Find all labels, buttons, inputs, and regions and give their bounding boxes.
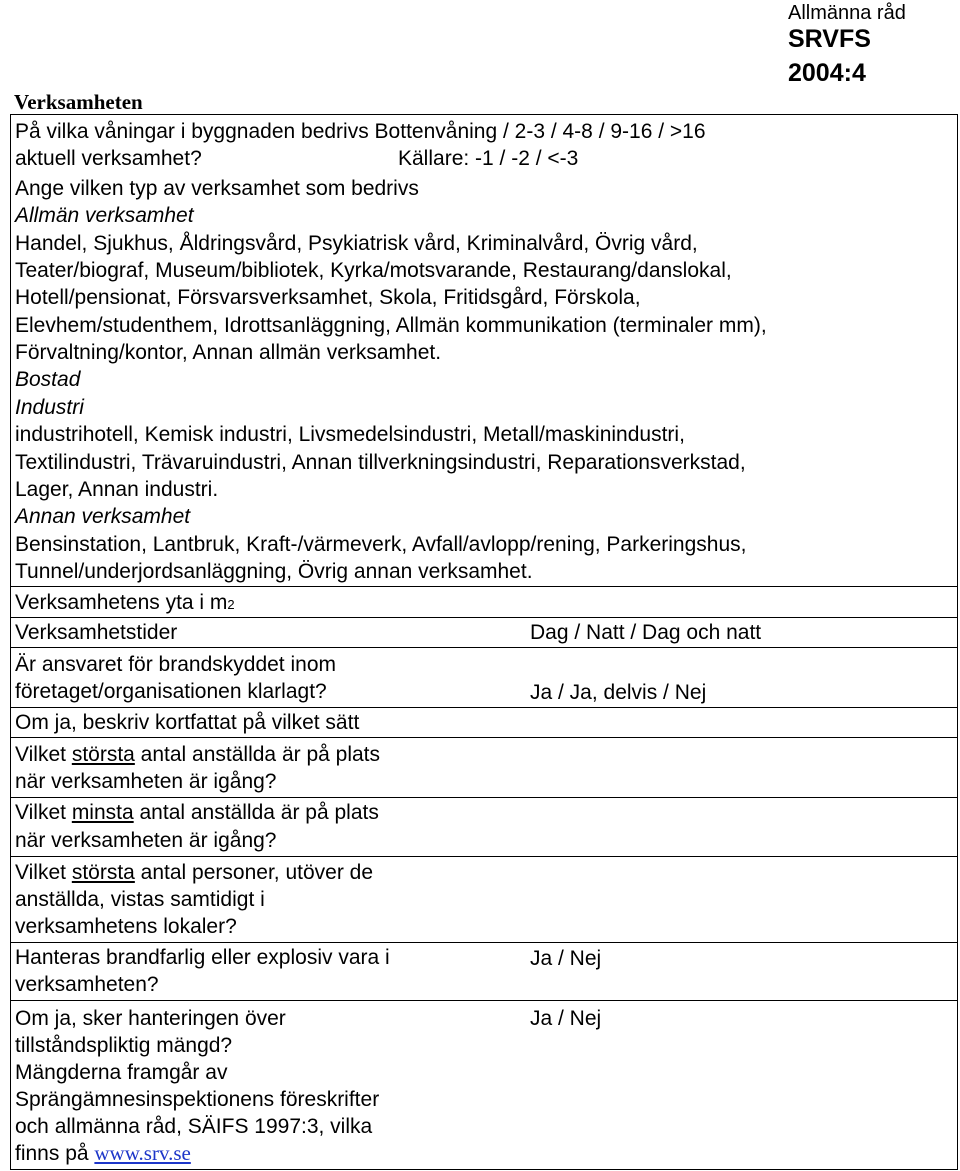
header-series: SRVFS — [788, 25, 871, 53]
floors-question-line1: På vilka våningar i byggnaden bedrivs Bottenvåning / 2-3 / 4-8 / 9-16 / >16 — [15, 120, 706, 143]
permit-question-line5: och allmänna råd, SÄIFS 1997:3, vilka — [15, 1115, 373, 1138]
flammable-question-line1: Hanteras brandfarlig eller explosiv vara i — [15, 946, 390, 969]
responsibility-options: Ja / Ja, delvis / Nej — [530, 681, 707, 704]
flammable-question-line2: verksamheten? — [15, 973, 159, 996]
table-left-border — [10, 114, 11, 1170]
area-unit-subscript: 2 — [227, 597, 235, 612]
row-divider — [10, 942, 958, 943]
row-divider — [10, 797, 958, 798]
min-staff-question-line2: när verksamheten är igång? — [15, 829, 277, 852]
table-bottom-border — [10, 1169, 958, 1170]
activity-type-question: Ange vilken typ av verksamhet som bedrivs — [15, 177, 419, 200]
other-activity-line: Bensinstation, Lantbruk, Kraft-/värmeverk, Avfall/avlopp/rening, Parkeringshus, — [15, 533, 747, 556]
row-divider — [10, 707, 958, 708]
row-divider — [10, 856, 958, 857]
table-right-border — [957, 114, 958, 1170]
permit-options: Ja / Nej — [530, 1007, 602, 1030]
permit-question-line4: Sprängämnesinspektionens föreskrifter — [15, 1088, 380, 1111]
flammable-options: Ja / Nej — [530, 947, 602, 970]
industry-line: industrihotell, Kemisk industri, Livsmedelsindustri, Metall/maskinindustri, — [15, 423, 685, 446]
max-persons-question-line1: Vilket största antal personer, utöver de — [15, 861, 374, 884]
header-number: 2004:4 — [788, 59, 866, 87]
general-activity-heading: Allmän verksamhet — [15, 204, 194, 227]
responsibility-question-line2: företaget/organisationen klarlagt? — [15, 680, 327, 703]
permit-question-line1: Om ja, sker hanteringen över — [15, 1007, 286, 1030]
row-divider — [10, 737, 958, 738]
responsibility-question-line1: Är ansvaret för brandskyddet inom — [15, 653, 336, 676]
area-label: Verksamhetens yta i m2 — [15, 591, 235, 614]
permit-question-line2: tillståndspliktig mängd? — [15, 1034, 233, 1057]
table-top-border — [10, 114, 958, 115]
hours-label: Verksamhetstider — [15, 621, 178, 644]
permit-question-line6: finns på www.srv.se — [15, 1141, 191, 1165]
housing-heading: Bostad — [15, 368, 81, 391]
other-activity-heading: Annan verksamhet — [15, 505, 191, 528]
srv-link[interactable]: www.srv.se — [94, 1141, 191, 1165]
row-divider — [10, 1000, 958, 1001]
general-activity-line: Handel, Sjukhus, Åldringsvård, Psykiatrisk vård, Kriminalvård, Övrig vård, — [15, 232, 698, 255]
describe-label: Om ja, beskriv kortfattat på vilket sätt — [15, 711, 360, 734]
section-title: Verksamheten — [14, 90, 143, 114]
industry-line: Lager, Annan industri. — [15, 478, 219, 501]
general-activity-line: Hotell/pensionat, Försvarsverksamhet, Skola, Fritidsgård, Förskola, — [15, 286, 641, 309]
general-activity-line: Teater/biograf, Museum/bibliotek, Kyrka/motsvarande, Restaurang/danslokal, — [15, 259, 732, 282]
max-persons-question-line2: anställda, vistas samtidigt i — [15, 888, 265, 911]
header-category: Allmänna råd — [788, 2, 906, 24]
max-persons-question-line3: verksamhetens lokaler? — [15, 915, 237, 938]
general-activity-line: Förvaltning/kontor, Annan allmän verksamhet. — [15, 341, 442, 364]
floors-question-line2: aktuell verksamhet? — [15, 147, 202, 170]
general-activity-line: Elevhem/studenthem, Idrottsanläggning, Allmän kommunikation (terminaler mm), — [15, 314, 767, 337]
industry-heading: Industri — [15, 396, 84, 419]
hours-options: Dag / Natt / Dag och natt — [530, 621, 762, 644]
min-staff-question-line1: Vilket minsta antal anställda är på plats — [15, 801, 379, 824]
max-staff-question-line1: Vilket största antal anställda är på plats — [15, 743, 381, 766]
other-activity-line: Tunnel/underjordsanläggning, Övrig annan verksamhet. — [15, 560, 533, 583]
cellar-options: Källare: -1 / -2 / <-3 — [398, 147, 579, 170]
row-divider — [10, 586, 958, 587]
max-staff-question-line2: när verksamheten är igång? — [15, 770, 277, 793]
permit-question-line3: Mängderna framgår av — [15, 1061, 228, 1084]
industry-line: Textilindustri, Trävaruindustri, Annan tillverkningsindustri, Reparationsverkstad, — [15, 451, 746, 474]
row-divider — [10, 647, 958, 648]
